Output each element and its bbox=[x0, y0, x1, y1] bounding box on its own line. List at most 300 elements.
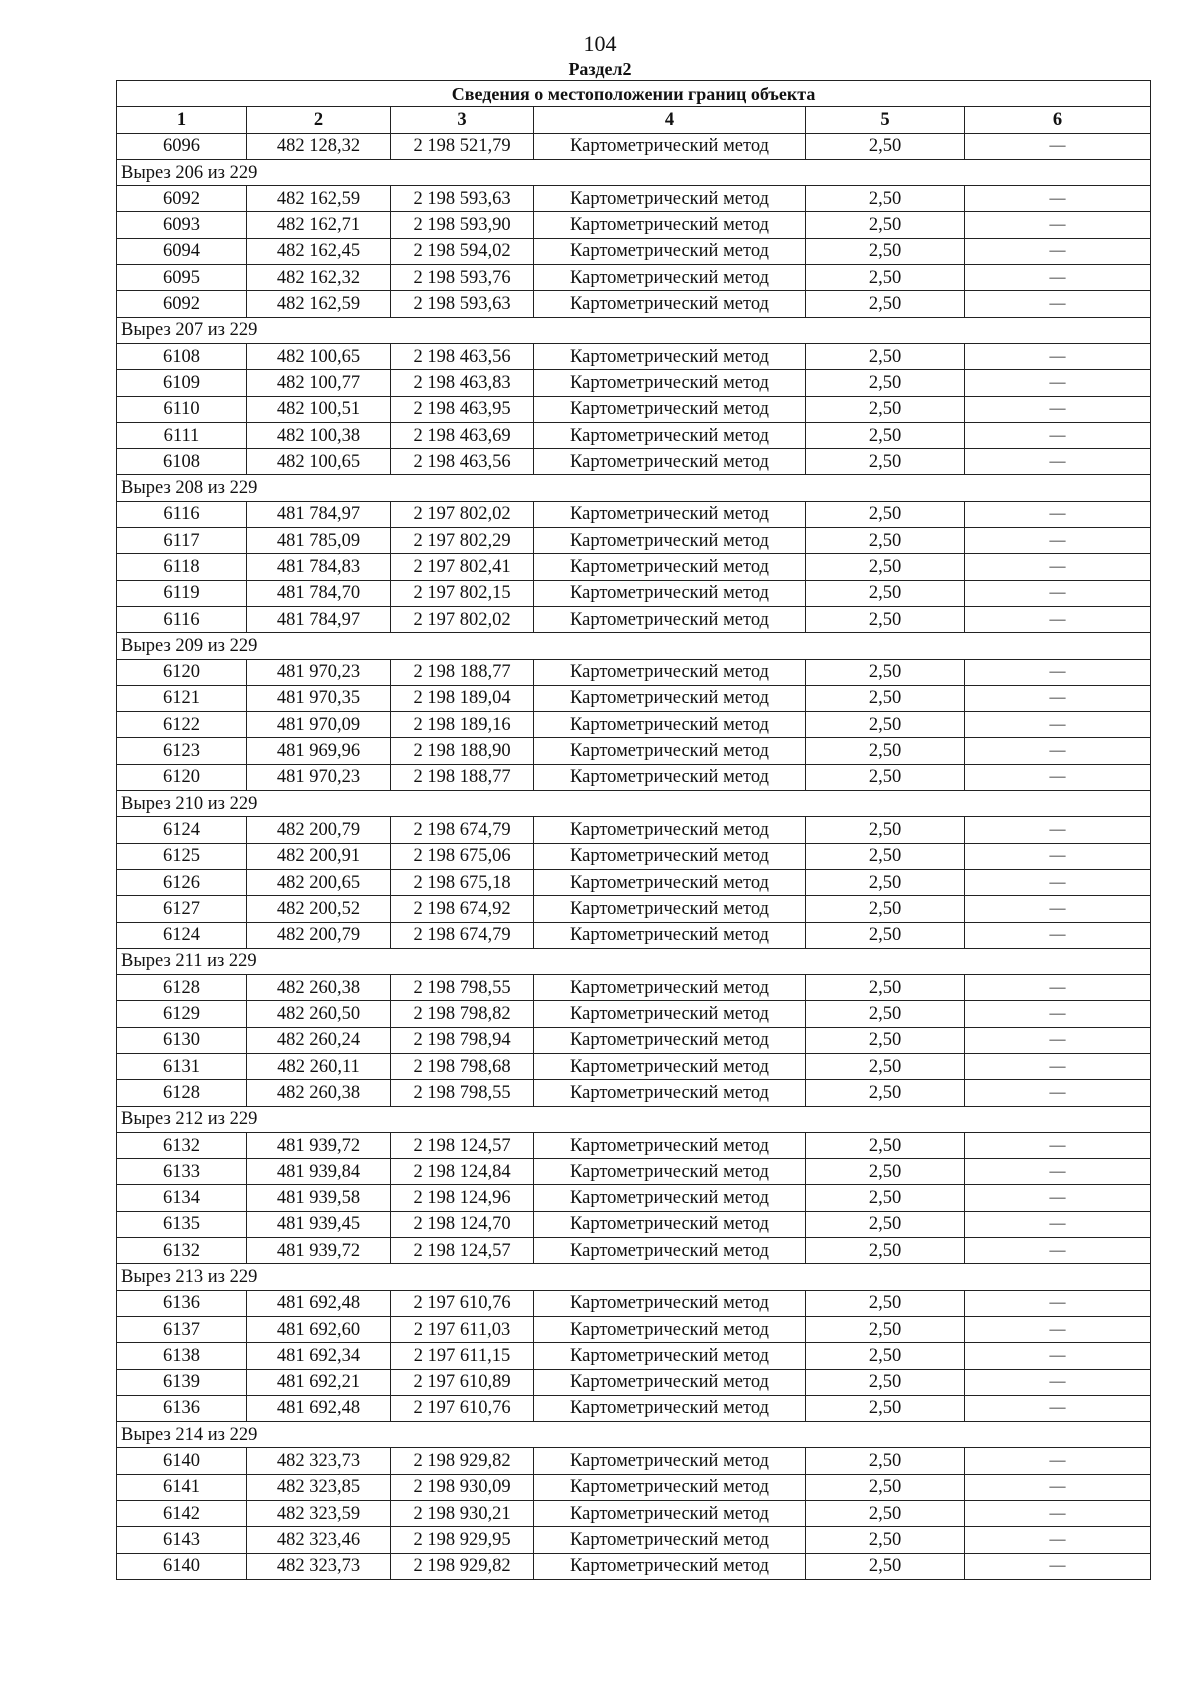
table-cell: 6139 bbox=[117, 1369, 247, 1395]
table-row bbox=[117, 528, 1151, 554]
table-row bbox=[117, 1369, 1151, 1395]
table-cell: — bbox=[965, 975, 1151, 1001]
table-cell: 2,50 bbox=[806, 212, 965, 238]
table-cell: 482 260,38 bbox=[247, 975, 391, 1001]
table-cell: 482 162,45 bbox=[247, 238, 391, 264]
table-cell: 2 198 188,77 bbox=[391, 659, 534, 685]
table-row bbox=[117, 1527, 1151, 1553]
table-cell: 2,50 bbox=[806, 1080, 965, 1106]
table-cell: Картометрический метод bbox=[534, 422, 806, 448]
table-cell: 2,50 bbox=[806, 238, 965, 264]
table-cell: 2,50 bbox=[806, 1474, 965, 1500]
table-cell: — bbox=[965, 1369, 1151, 1395]
column-header: 6 bbox=[965, 107, 1151, 133]
table-cell: 2,50 bbox=[806, 1369, 965, 1395]
table-cell: Картометрический метод bbox=[534, 712, 806, 738]
table-cell: 2 198 798,55 bbox=[391, 975, 534, 1001]
table-row bbox=[117, 896, 1151, 922]
table-cell: 481 784,97 bbox=[247, 501, 391, 527]
table-cell: — bbox=[965, 422, 1151, 448]
table-cell: 482 260,11 bbox=[247, 1053, 391, 1079]
table-cell: 6109 bbox=[117, 370, 247, 396]
table-cell: 2 198 929,95 bbox=[391, 1527, 534, 1553]
table-cell: 2,50 bbox=[806, 1159, 965, 1185]
table-cell: 2,50 bbox=[806, 133, 965, 159]
table-cell: 2,50 bbox=[806, 291, 965, 317]
table-cell: 6137 bbox=[117, 1316, 247, 1342]
table-cell: 482 162,59 bbox=[247, 291, 391, 317]
table-cell: 2,50 bbox=[806, 738, 965, 764]
table-cell: — bbox=[965, 1343, 1151, 1369]
table-cell: 6096 bbox=[117, 133, 247, 159]
table-cell: 2 198 594,02 bbox=[391, 238, 534, 264]
table-cell: 6138 bbox=[117, 1343, 247, 1369]
table-cell: — bbox=[965, 291, 1151, 317]
column-header: 4 bbox=[534, 107, 806, 133]
table-cell: 6121 bbox=[117, 685, 247, 711]
table-cell: 2,50 bbox=[806, 1053, 965, 1079]
group-header-row bbox=[117, 948, 1151, 974]
table-cell: 481 939,84 bbox=[247, 1159, 391, 1185]
column-header: 1 bbox=[117, 107, 247, 133]
table-cell: 2 198 930,09 bbox=[391, 1474, 534, 1500]
table-cell: 482 323,85 bbox=[247, 1474, 391, 1500]
table-cell: Картометрический метод bbox=[534, 1527, 806, 1553]
table-cell: 2,50 bbox=[806, 1527, 965, 1553]
table-cell: — bbox=[965, 265, 1151, 291]
table-cell: 482 323,59 bbox=[247, 1501, 391, 1527]
table-row bbox=[117, 1290, 1151, 1316]
table-cell: Картометрический метод bbox=[534, 1238, 806, 1264]
table-cell: 2 198 124,84 bbox=[391, 1159, 534, 1185]
table-cell: 2 198 463,56 bbox=[391, 449, 534, 475]
table-cell: 2,50 bbox=[806, 501, 965, 527]
table-cell: 482 323,73 bbox=[247, 1448, 391, 1474]
table-cell: 6135 bbox=[117, 1211, 247, 1237]
table-cell: — bbox=[965, 1527, 1151, 1553]
table-cell: 2 198 675,06 bbox=[391, 843, 534, 869]
table-cell: 2 198 593,90 bbox=[391, 212, 534, 238]
table-cell: Картометрический метод bbox=[534, 449, 806, 475]
table-row bbox=[117, 1132, 1151, 1158]
table-cell: 482 200,65 bbox=[247, 869, 391, 895]
table-cell: — bbox=[965, 764, 1151, 790]
table-cell: 2 197 802,02 bbox=[391, 501, 534, 527]
table-row bbox=[117, 1553, 1151, 1579]
table-cell: — bbox=[965, 1185, 1151, 1211]
table-cell: 6119 bbox=[117, 580, 247, 606]
table-cell: 6132 bbox=[117, 1238, 247, 1264]
table-cell: — bbox=[965, 712, 1151, 738]
table-cell: 6108 bbox=[117, 343, 247, 369]
table-cell: 2,50 bbox=[806, 449, 965, 475]
table-cell: 2,50 bbox=[806, 1395, 965, 1421]
table-cell: Картометрический метод bbox=[534, 265, 806, 291]
table-cell: 6122 bbox=[117, 712, 247, 738]
table-cell: 482 162,32 bbox=[247, 265, 391, 291]
table-cell: 481 970,09 bbox=[247, 712, 391, 738]
table-cell: — bbox=[965, 659, 1151, 685]
table-cell: 2 198 188,90 bbox=[391, 738, 534, 764]
table-cell: Картометрический метод bbox=[534, 1080, 806, 1106]
table-cell: Картометрический метод bbox=[534, 1316, 806, 1342]
table-row bbox=[117, 1080, 1151, 1106]
table-row bbox=[117, 1185, 1151, 1211]
table-row bbox=[117, 975, 1151, 1001]
table-cell: 2,50 bbox=[806, 422, 965, 448]
table-cell: 6117 bbox=[117, 528, 247, 554]
table-cell: — bbox=[965, 449, 1151, 475]
table-cell: 2 198 124,70 bbox=[391, 1211, 534, 1237]
table-cell: Картометрический метод bbox=[534, 817, 806, 843]
table-cell: 2,50 bbox=[806, 1132, 965, 1158]
table-cell: 2 198 593,63 bbox=[391, 186, 534, 212]
table-cell: — bbox=[965, 1395, 1151, 1421]
table-row bbox=[117, 843, 1151, 869]
table-cell: 6124 bbox=[117, 817, 247, 843]
table-cell: 2,50 bbox=[806, 265, 965, 291]
table-cell: 481 784,97 bbox=[247, 606, 391, 632]
table-cell: 6127 bbox=[117, 896, 247, 922]
table-cell: 2,50 bbox=[806, 580, 965, 606]
table-cell: — bbox=[965, 1238, 1151, 1264]
table-cell: — bbox=[965, 817, 1151, 843]
table-cell: 481 939,72 bbox=[247, 1238, 391, 1264]
table-cell: 6128 bbox=[117, 1080, 247, 1106]
table-cell: Картометрический метод bbox=[534, 370, 806, 396]
table-cell: Картометрический метод bbox=[534, 738, 806, 764]
group-label: Вырез 212 из 229 bbox=[117, 1106, 1151, 1132]
table-cell: 6123 bbox=[117, 738, 247, 764]
table-cell: Картометрический метод bbox=[534, 1448, 806, 1474]
group-header-row bbox=[117, 159, 1151, 185]
table-cell: 6110 bbox=[117, 396, 247, 422]
table-cell: 6094 bbox=[117, 238, 247, 264]
table-cell: 2 197 802,15 bbox=[391, 580, 534, 606]
table-cell: — bbox=[965, 1448, 1151, 1474]
table-cell: 2,50 bbox=[806, 896, 965, 922]
table-cell: 2 197 610,89 bbox=[391, 1369, 534, 1395]
table-cell: — bbox=[965, 1132, 1151, 1158]
table-cell: 2,50 bbox=[806, 1211, 965, 1237]
group-header-row bbox=[117, 1106, 1151, 1132]
table-cell: 482 260,24 bbox=[247, 1027, 391, 1053]
table-row bbox=[117, 659, 1151, 685]
table-row bbox=[117, 501, 1151, 527]
table-cell: 6132 bbox=[117, 1132, 247, 1158]
table-cell: Картометрический метод bbox=[534, 869, 806, 895]
table-cell: 2,50 bbox=[806, 1238, 965, 1264]
table-cell: 6143 bbox=[117, 1527, 247, 1553]
table-cell: 2 198 463,56 bbox=[391, 343, 534, 369]
table-cell: — bbox=[965, 843, 1151, 869]
table-cell: 2 198 674,92 bbox=[391, 896, 534, 922]
table-cell: Картометрический метод bbox=[534, 1053, 806, 1079]
table-cell: 6133 bbox=[117, 1159, 247, 1185]
table-cell: 2,50 bbox=[806, 1027, 965, 1053]
table-row bbox=[117, 1501, 1151, 1527]
table-cell: 6136 bbox=[117, 1395, 247, 1421]
group-label: Вырез 209 из 229 bbox=[117, 633, 1151, 659]
page-number: 104 bbox=[583, 31, 617, 56]
table-cell: Картометрический метод bbox=[534, 659, 806, 685]
group-header-row bbox=[117, 633, 1151, 659]
table-cell: — bbox=[965, 1053, 1151, 1079]
table-cell: 2 198 675,18 bbox=[391, 869, 534, 895]
table-cell: Картометрический метод bbox=[534, 1501, 806, 1527]
table-cell: 482 100,77 bbox=[247, 370, 391, 396]
group-header-row bbox=[117, 475, 1151, 501]
table-cell: 2 198 593,63 bbox=[391, 291, 534, 317]
table-cell: Картометрический метод bbox=[534, 528, 806, 554]
group-label: Вырез 211 из 229 bbox=[117, 948, 1151, 974]
table-row bbox=[117, 1395, 1151, 1421]
table-caption-row bbox=[117, 81, 1151, 107]
table-row bbox=[117, 922, 1151, 948]
table-cell: — bbox=[965, 1001, 1151, 1027]
group-header-row bbox=[117, 1422, 1151, 1448]
table-cell: 2,50 bbox=[806, 370, 965, 396]
table-cell: Картометрический метод bbox=[534, 291, 806, 317]
table-cell: 2,50 bbox=[806, 186, 965, 212]
table-cell: 2,50 bbox=[806, 606, 965, 632]
table-cell: Картометрический метод bbox=[534, 396, 806, 422]
table-row bbox=[117, 764, 1151, 790]
table-cell: 481 692,34 bbox=[247, 1343, 391, 1369]
group-header-row bbox=[117, 791, 1151, 817]
boundary-table bbox=[116, 80, 1151, 1580]
column-header: 5 bbox=[806, 107, 965, 133]
table-body bbox=[117, 133, 1151, 1579]
table-cell: Картометрический метод bbox=[534, 1211, 806, 1237]
table-cell: 2 198 798,68 bbox=[391, 1053, 534, 1079]
table-cell: 2,50 bbox=[806, 528, 965, 554]
table-cell: 2,50 bbox=[806, 343, 965, 369]
table-cell: 482 100,38 bbox=[247, 422, 391, 448]
table-cell: 482 100,65 bbox=[247, 449, 391, 475]
table-cell: Картометрический метод bbox=[534, 1343, 806, 1369]
table-cell: 2 198 189,16 bbox=[391, 712, 534, 738]
table-cell: 2 198 521,79 bbox=[391, 133, 534, 159]
table-cell: Картометрический метод bbox=[534, 975, 806, 1001]
table-cell: 482 260,38 bbox=[247, 1080, 391, 1106]
table-row bbox=[117, 1474, 1151, 1500]
table-cell: Картометрический метод bbox=[534, 501, 806, 527]
table-row bbox=[117, 1343, 1151, 1369]
table-cell: 2,50 bbox=[806, 1501, 965, 1527]
table-cell: Картометрический метод bbox=[534, 554, 806, 580]
table-cell: 482 323,73 bbox=[247, 1553, 391, 1579]
table-cell: — bbox=[965, 343, 1151, 369]
table-cell: 6120 bbox=[117, 659, 247, 685]
table-cell: 2 198 463,69 bbox=[391, 422, 534, 448]
table-cell: Картометрический метод bbox=[534, 922, 806, 948]
table-cell: 482 200,79 bbox=[247, 922, 391, 948]
table-row bbox=[117, 1448, 1151, 1474]
table-cell: 2,50 bbox=[806, 922, 965, 948]
table-cell: — bbox=[965, 238, 1151, 264]
table-row bbox=[117, 1001, 1151, 1027]
table-cell: 2 197 611,03 bbox=[391, 1316, 534, 1342]
table-cell: 2,50 bbox=[806, 869, 965, 895]
table-cell: — bbox=[965, 738, 1151, 764]
table-row bbox=[117, 1316, 1151, 1342]
table-cell: 482 162,59 bbox=[247, 186, 391, 212]
table-cell: 6120 bbox=[117, 764, 247, 790]
table-cell: 2,50 bbox=[806, 554, 965, 580]
table-cell: 6136 bbox=[117, 1290, 247, 1316]
table-cell: — bbox=[965, 1027, 1151, 1053]
table-cell: 2 198 463,83 bbox=[391, 370, 534, 396]
table-cell: 6141 bbox=[117, 1474, 247, 1500]
table-cell: 481 692,21 bbox=[247, 1369, 391, 1395]
table-cell: 2,50 bbox=[806, 1553, 965, 1579]
table-cell: 481 784,70 bbox=[247, 580, 391, 606]
table-cell: 481 692,48 bbox=[247, 1290, 391, 1316]
table-cell: Картометрический метод bbox=[534, 764, 806, 790]
table-cell: 2 197 610,76 bbox=[391, 1290, 534, 1316]
table-row bbox=[117, 449, 1151, 475]
table-cell: — bbox=[965, 1474, 1151, 1500]
table-cell: 2 198 798,82 bbox=[391, 1001, 534, 1027]
table-cell: — bbox=[965, 1159, 1151, 1185]
table-cell: 6095 bbox=[117, 265, 247, 291]
table-cell: 482 100,65 bbox=[247, 343, 391, 369]
table-cell: 6118 bbox=[117, 554, 247, 580]
table-cell: — bbox=[965, 1501, 1151, 1527]
table-cell: 2,50 bbox=[806, 1343, 965, 1369]
table-cell: — bbox=[965, 1211, 1151, 1237]
table-cell: — bbox=[965, 1080, 1151, 1106]
table-cell: 6111 bbox=[117, 422, 247, 448]
table-row bbox=[117, 238, 1151, 264]
table-cell: 2,50 bbox=[806, 659, 965, 685]
table-cell: — bbox=[965, 922, 1151, 948]
table-row bbox=[117, 1053, 1151, 1079]
table-cell: 2,50 bbox=[806, 843, 965, 869]
table-cell: 482 200,52 bbox=[247, 896, 391, 922]
group-label: Вырез 207 из 229 bbox=[117, 317, 1151, 343]
table-cell: 2 198 593,76 bbox=[391, 265, 534, 291]
table-cell: 2 198 188,77 bbox=[391, 764, 534, 790]
table-cell: Картометрический метод bbox=[534, 1159, 806, 1185]
table-cell: 2,50 bbox=[806, 1185, 965, 1211]
table-cell: — bbox=[965, 685, 1151, 711]
table-cell: 2,50 bbox=[806, 1001, 965, 1027]
table-cell: Картометрический метод bbox=[534, 343, 806, 369]
table-cell: — bbox=[965, 396, 1151, 422]
table-cell: 482 128,32 bbox=[247, 133, 391, 159]
table-row bbox=[117, 1211, 1151, 1237]
table-cell: — bbox=[965, 186, 1151, 212]
table-cell: 6142 bbox=[117, 1501, 247, 1527]
table-cell: 481 784,83 bbox=[247, 554, 391, 580]
table-cell: Картометрический метод bbox=[534, 133, 806, 159]
table-cell: 482 200,91 bbox=[247, 843, 391, 869]
group-header-row bbox=[117, 1264, 1151, 1290]
table-cell: 481 785,09 bbox=[247, 528, 391, 554]
table-row bbox=[117, 817, 1151, 843]
table-cell: Картометрический метод bbox=[534, 896, 806, 922]
table-cell: 2,50 bbox=[806, 1448, 965, 1474]
table-row bbox=[117, 133, 1151, 159]
table-cell: 6116 bbox=[117, 501, 247, 527]
table-cell: 2 198 929,82 bbox=[391, 1553, 534, 1579]
table-cell: 2 198 929,82 bbox=[391, 1448, 534, 1474]
table-cell: 2,50 bbox=[806, 1290, 965, 1316]
table-cell: Картометрический метод bbox=[534, 843, 806, 869]
table-cell: Картометрический метод bbox=[534, 1001, 806, 1027]
table-cell: Картометрический метод bbox=[534, 1027, 806, 1053]
table-cell: — bbox=[965, 370, 1151, 396]
table-cell: 2 198 798,55 bbox=[391, 1080, 534, 1106]
table-cell: 2 198 124,57 bbox=[391, 1238, 534, 1264]
table-cell: 481 692,60 bbox=[247, 1316, 391, 1342]
table-row bbox=[117, 265, 1151, 291]
table-cell: 481 970,35 bbox=[247, 685, 391, 711]
table-cell: 2 197 802,41 bbox=[391, 554, 534, 580]
table-row bbox=[117, 370, 1151, 396]
table-cell: Картометрический метод bbox=[534, 685, 806, 711]
table-row bbox=[117, 291, 1151, 317]
table-cell: 6140 bbox=[117, 1448, 247, 1474]
table-cell: 6128 bbox=[117, 975, 247, 1001]
table-cell: 6092 bbox=[117, 186, 247, 212]
table-cell: 2,50 bbox=[806, 975, 965, 1001]
group-label: Вырез 210 из 229 bbox=[117, 791, 1151, 817]
table-cell: 482 100,51 bbox=[247, 396, 391, 422]
table-cell: Картометрический метод bbox=[534, 580, 806, 606]
table-cell: 2 198 674,79 bbox=[391, 922, 534, 948]
table-cell: 481 692,48 bbox=[247, 1395, 391, 1421]
table-cell: 482 162,71 bbox=[247, 212, 391, 238]
table-cell: Картометрический метод bbox=[534, 1553, 806, 1579]
table-row bbox=[117, 712, 1151, 738]
table-cell: 481 970,23 bbox=[247, 764, 391, 790]
table-cell: — bbox=[965, 554, 1151, 580]
table-cell: Картометрический метод bbox=[534, 1369, 806, 1395]
table-cell: 2 198 674,79 bbox=[391, 817, 534, 843]
table-cell: Картометрический метод bbox=[534, 186, 806, 212]
table-row bbox=[117, 186, 1151, 212]
table-cell: — bbox=[965, 501, 1151, 527]
table-cell: 481 939,72 bbox=[247, 1132, 391, 1158]
column-header: 2 bbox=[247, 107, 391, 133]
table-row bbox=[117, 606, 1151, 632]
table-cell: 2 198 463,95 bbox=[391, 396, 534, 422]
table-row bbox=[117, 738, 1151, 764]
table-cell: 482 260,50 bbox=[247, 1001, 391, 1027]
table-cell: 2,50 bbox=[806, 764, 965, 790]
table-cell: 6116 bbox=[117, 606, 247, 632]
table-cell: 2 198 798,94 bbox=[391, 1027, 534, 1053]
table-cell: Картометрический метод bbox=[534, 238, 806, 264]
table-cell: 6108 bbox=[117, 449, 247, 475]
table-cell: 6130 bbox=[117, 1027, 247, 1053]
table-cell: 2,50 bbox=[806, 396, 965, 422]
table-row bbox=[117, 580, 1151, 606]
table-cell: — bbox=[965, 528, 1151, 554]
table-cell: 6092 bbox=[117, 291, 247, 317]
table-cell: 481 969,96 bbox=[247, 738, 391, 764]
table-cell: 2 197 802,02 bbox=[391, 606, 534, 632]
table-cell: — bbox=[965, 896, 1151, 922]
table-cell: 6125 bbox=[117, 843, 247, 869]
table-cell: 482 200,79 bbox=[247, 817, 391, 843]
group-header-row bbox=[117, 317, 1151, 343]
table-cell: — bbox=[965, 1316, 1151, 1342]
table-row bbox=[117, 396, 1151, 422]
